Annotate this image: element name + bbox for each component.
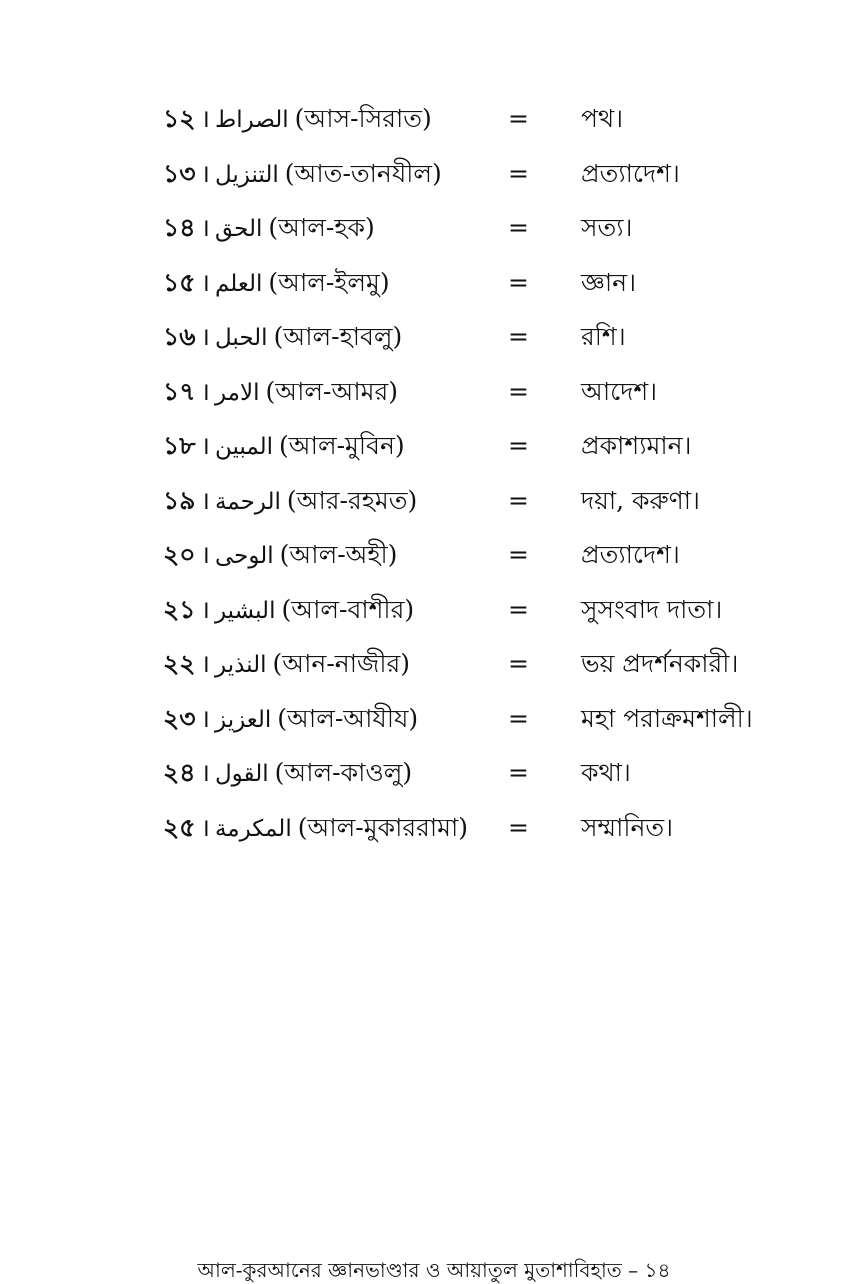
entry-arabic-term: البشير: [214, 597, 276, 624]
entry-term: [163, 201, 375, 256]
entry-meaning: আদেশ।: [581, 376, 658, 406]
entry-arabic-term: العلم: [214, 270, 263, 297]
equals-sign: =: [508, 267, 529, 297]
entry-arabic-term: العزيز: [215, 706, 272, 733]
equals-sign: =: [508, 376, 529, 406]
glossary-entry: [163, 256, 803, 311]
entry-number: ২৫: [163, 812, 196, 842]
equals-sign: =: [508, 104, 529, 133]
entry-term: [163, 746, 412, 801]
entry-arabic-term: القول: [214, 761, 269, 787]
glossary-entry: [163, 419, 803, 474]
entry-arabic-term: الحبل: [214, 325, 268, 351]
equals-sign: =: [508, 812, 529, 842]
entry-arabic-term: الصراط: [214, 107, 289, 133]
entry-transliteration: (আল-কাওলু): [274, 758, 413, 787]
entry-meaning: মহা পরাক্রমশালী।: [581, 703, 753, 733]
glossary-entry: [163, 201, 803, 256]
entry-meaning: রশি।: [581, 322, 626, 351]
entry-separator: ।: [200, 267, 210, 297]
entry-arabic-term: الرحمة: [214, 488, 281, 515]
equals-sign: =: [508, 594, 529, 624]
entry-separator: ।: [200, 758, 210, 787]
entry-arabic-term: المبين: [214, 434, 274, 460]
glossary-entry: [163, 692, 803, 747]
equals-sign: =: [508, 540, 529, 569]
equals-sign: =: [508, 485, 529, 515]
entry-meaning: প্রত্যাদেশ।: [581, 158, 680, 188]
entry-transliteration: (আস-সিরাত): [294, 104, 432, 133]
entry-meaning: পথ।: [581, 104, 624, 133]
entry-term: [163, 256, 390, 311]
entry-transliteration: (আল-অহী): [279, 540, 398, 569]
entry-arabic-term: المكرمة: [214, 815, 292, 842]
entry-number: ২২: [163, 649, 196, 678]
entry-meaning: সুসংবাদ দাতা।: [581, 594, 723, 624]
entry-arabic-term: التنزيل: [214, 161, 279, 188]
entry-separator: ।: [200, 812, 210, 842]
entry-separator: ।: [200, 594, 210, 624]
equals-sign: =: [508, 213, 529, 242]
entry-separator: ।: [200, 104, 210, 133]
glossary-entry: [163, 310, 803, 365]
entry-meaning: সত্য।: [581, 213, 633, 242]
entry-term: [163, 583, 414, 638]
entry-term: [163, 419, 405, 474]
entry-separator: ।: [200, 158, 210, 188]
entry-meaning: জ্ঞান।: [581, 267, 637, 297]
entry-term: [163, 801, 468, 856]
entry-term: [163, 92, 432, 147]
entry-number: ২০: [163, 540, 196, 569]
entry-number: ১৬: [163, 322, 196, 351]
entry-term: [163, 365, 398, 420]
entry-number: ১৯: [163, 485, 196, 515]
entry-term: [163, 692, 418, 747]
glossary-entry: [163, 801, 803, 856]
glossary-entry: [163, 583, 803, 638]
equals-sign: =: [508, 322, 529, 351]
entry-arabic-term: النذير: [215, 652, 267, 678]
entry-meaning: সম্মানিত।: [581, 812, 674, 842]
entry-term: [163, 310, 402, 365]
entry-meaning: ভয় প্রদর্শনকারী।: [581, 649, 739, 678]
entry-transliteration: (আল-হাবলু): [273, 322, 403, 351]
entry-transliteration: (আন-নাজীর): [272, 649, 410, 678]
entry-arabic-term: الامر: [214, 379, 260, 406]
equals-sign: =: [508, 703, 529, 733]
glossary-entry: [163, 637, 803, 692]
entry-term: [163, 637, 410, 692]
entry-transliteration: (আর-রহমত): [286, 485, 418, 515]
entry-separator: ।: [200, 431, 210, 460]
entry-meaning: দয়া, করুণা।: [581, 485, 700, 515]
entry-separator: ।: [200, 213, 210, 242]
entry-transliteration: (আল-বাশীর): [281, 594, 415, 624]
entry-number: ২৩: [163, 703, 196, 733]
equals-sign: =: [508, 649, 529, 678]
equals-sign: =: [508, 431, 529, 460]
glossary-entry: [163, 92, 803, 147]
equals-sign: =: [508, 158, 529, 188]
entry-separator: ।: [200, 649, 210, 678]
glossary-list: [163, 92, 803, 855]
entry-arabic-term: الحق: [214, 216, 263, 242]
entry-transliteration: (আল-ইলমু): [268, 267, 390, 297]
entry-transliteration: (আল-হক): [268, 213, 375, 242]
entry-number: ১৮: [163, 431, 196, 460]
entry-number: ১৭: [163, 376, 196, 406]
entry-separator: ।: [200, 703, 210, 733]
glossary-entry: [163, 474, 803, 529]
entry-separator: ।: [200, 322, 210, 351]
glossary-entry: [163, 746, 803, 801]
entry-number: ১৩: [163, 158, 196, 188]
entry-number: ১২: [163, 104, 196, 133]
entry-meaning: প্রকাশ্যমান।: [581, 431, 692, 460]
entry-term: [163, 528, 397, 583]
entry-meaning: প্রত্যাদেশ।: [581, 540, 680, 569]
entry-term: [163, 474, 417, 529]
entry-arabic-term: الوحى: [215, 543, 274, 569]
entry-number: ২৪: [163, 758, 196, 787]
entry-number: ১৪: [163, 213, 196, 242]
entry-number: ১৫: [163, 267, 196, 297]
entry-term: [163, 147, 442, 202]
glossary-entry: [163, 147, 803, 202]
entry-number: ২১: [163, 594, 196, 624]
entry-separator: ।: [200, 485, 210, 515]
equals-sign: =: [508, 758, 529, 787]
entry-transliteration: (আল-মুবিন): [279, 431, 405, 460]
entry-transliteration: (আত-তানযীল): [284, 158, 442, 188]
entry-separator: ।: [200, 376, 210, 406]
glossary-entry: [163, 365, 803, 420]
entry-transliteration: (আল-মুকাররামা): [297, 812, 468, 842]
entry-transliteration: (আল-আমর): [265, 376, 399, 406]
page-footer: আল-কুরআনের জ্ঞানভাণ্ডার ও আয়াতুল মুতাশাবিহাত – ১৪: [197, 1258, 671, 1282]
entry-meaning: কথা।: [581, 758, 631, 787]
entry-separator: ।: [200, 540, 210, 569]
glossary-entry: [163, 528, 803, 583]
entry-transliteration: (আল-আযীয): [277, 703, 419, 733]
